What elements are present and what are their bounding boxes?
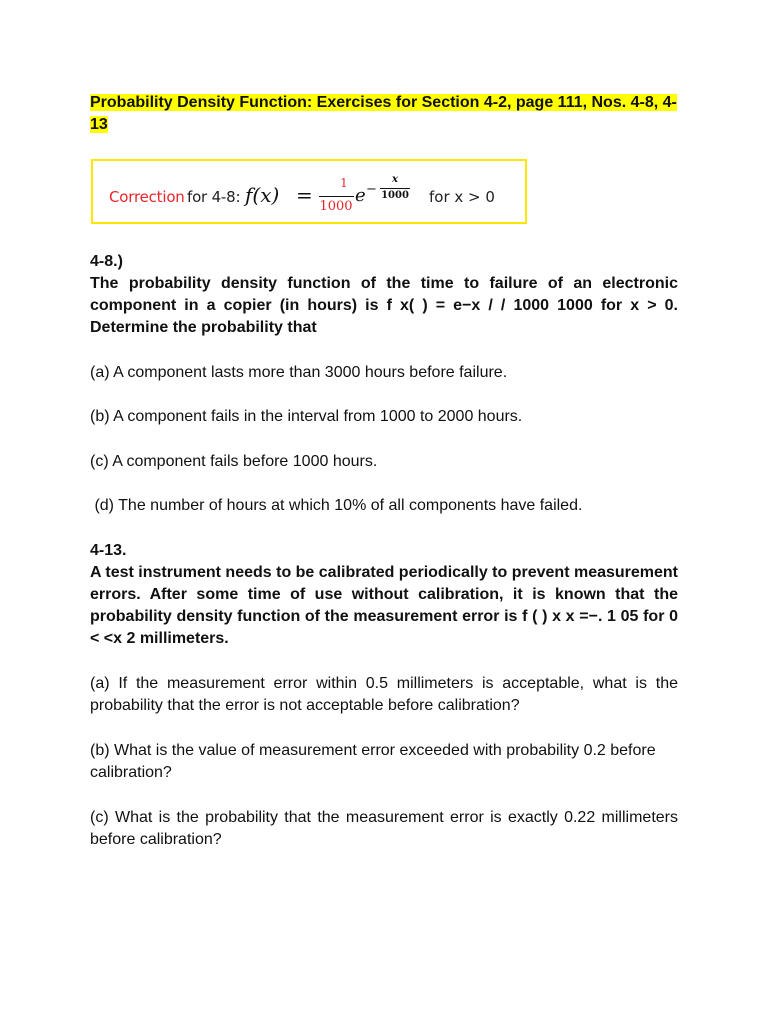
problem-4-8-part-b: (b) A component fails in the interval from 1000 to 2000 hours. <box>90 408 523 425</box>
correction-box <box>91 159 527 224</box>
problem-4-13-part-a: (a) If the measurement error within 0.5 millimeters is acceptable, what is the probability that the error is not acceptable before calibration? <box>90 675 678 714</box>
correction-label: Correction <box>109 188 185 206</box>
problem-4-8-statement: The probability density function of the time to failure of an electronic component in a copier (in hours) is f x( ) = e−x / / 1000 1000 for x > 0. Determine the probability that <box>90 275 678 336</box>
exponent-numerator: x <box>392 174 398 185</box>
problem-4-8-number: 4-8.) <box>90 253 123 270</box>
problem-4-13-number: 4-13. <box>90 542 127 559</box>
formula-condition: for x > 0 <box>429 188 495 206</box>
exponent-sign: − <box>366 182 377 197</box>
coefficient-numerator: 1 <box>340 176 348 190</box>
formula-equals: = <box>296 183 313 207</box>
problem-4-13-part-b: (b) What is the value of measurement error exceeded with probability 0.2 before calibration? <box>90 742 656 781</box>
page-title <box>90 92 680 136</box>
coefficient-fraction-bar <box>319 196 354 197</box>
exponential-base: e <box>355 185 366 206</box>
correction-target: for 4-8: <box>187 188 241 206</box>
exponent-fraction-bar <box>380 188 410 189</box>
problem-4-8-part-d: (d) The number of hours at which 10% of all components have failed. <box>90 497 583 514</box>
problem-4-13-part-c: (c) What is the probability that the measurement error is exactly 0.22 millimeters before calibration? <box>90 809 678 848</box>
problem-4-8-part-c: (c) A component fails before 1000 hours. <box>90 453 378 470</box>
problem-4-13-statement: A test instrument needs to be calibrated periodically to prevent measurement errors. After some time of use without calibration, it is known that the probability density function of the measurement error is f ( ) x x =−. 1 05 for 0 < <x 2 millimeters. <box>90 564 679 647</box>
problem-4-8-part-a: (a) A component lasts more than 3000 hours before failure. <box>90 364 508 381</box>
coefficient-denominator: 1000 <box>319 199 353 214</box>
exponent-denominator: 1000 <box>381 190 409 201</box>
formula-lhs: f(x) <box>245 183 280 207</box>
title-highlight: Probability Density Function: Exercises for Section 4-2, page 111, Nos. 4-8, 4-13 <box>90 94 677 133</box>
